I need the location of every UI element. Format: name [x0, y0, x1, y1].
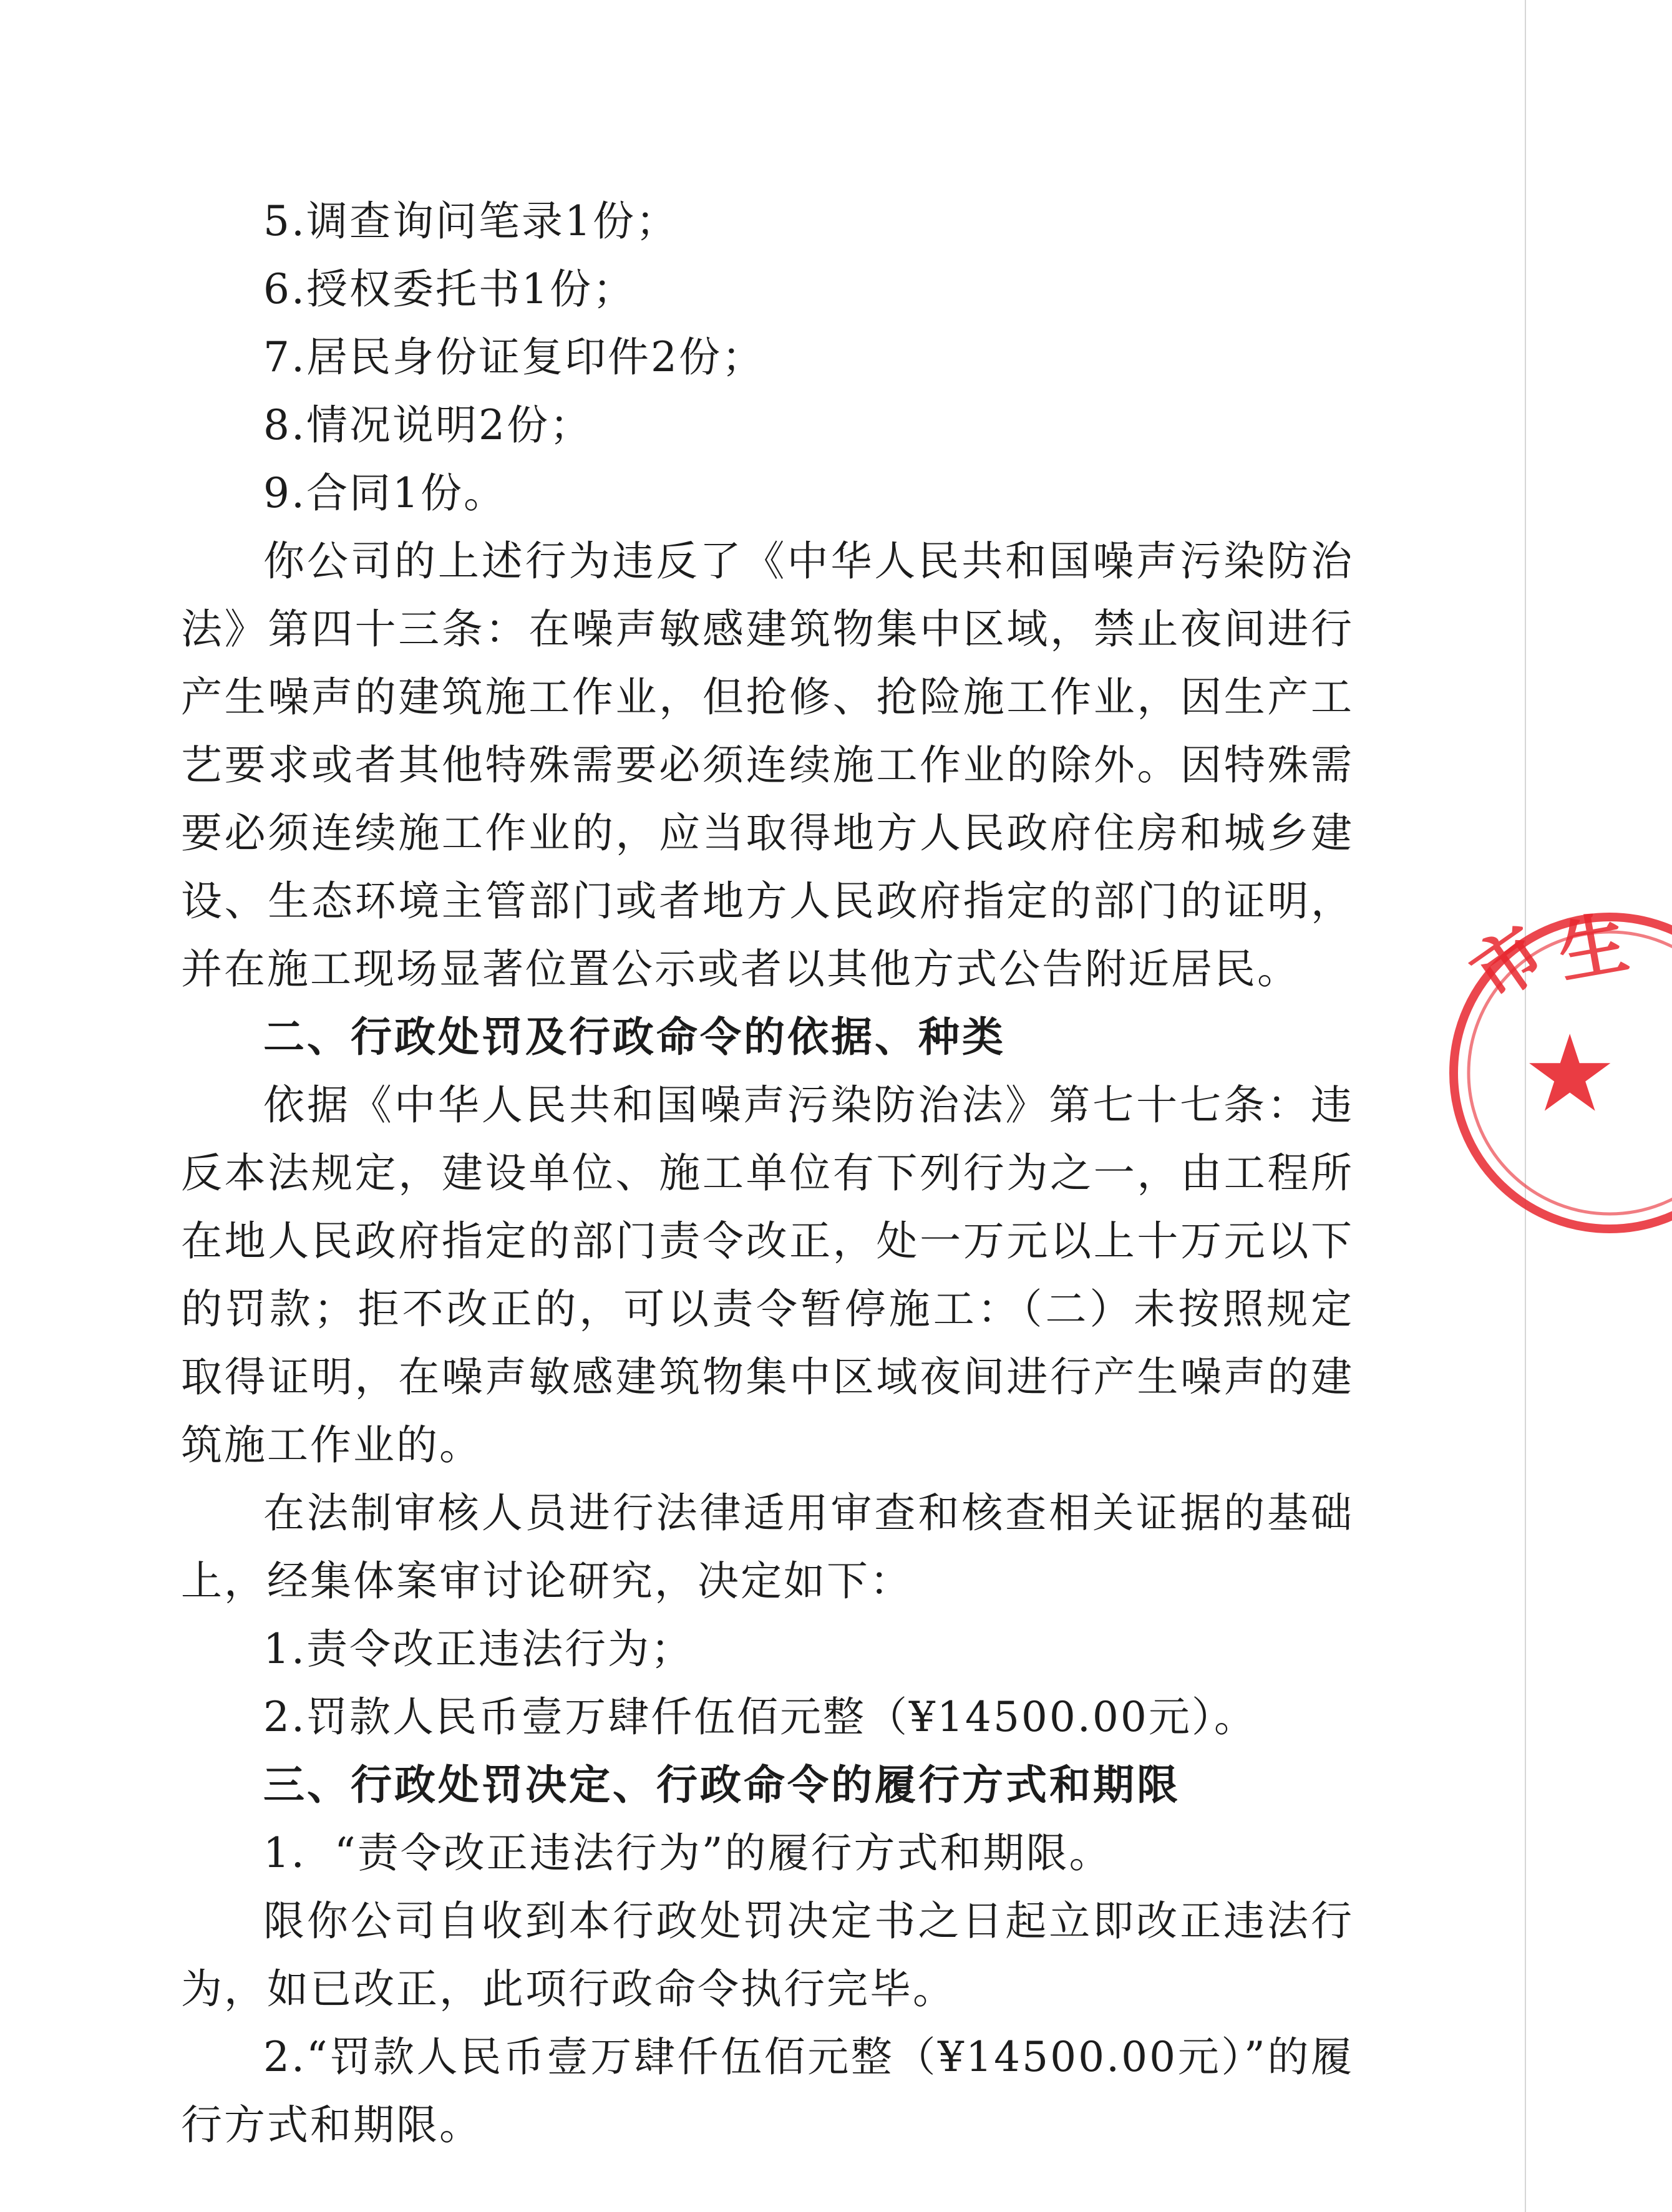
decision-item-1: 1.责令改正违法行为； [263, 1625, 694, 1673]
document-body [181, 187, 1354, 2159]
decision-item-2: 2.罚款人民币壹万肆仟伍佰元整（¥14500.00元）。 [263, 1693, 1257, 1741]
seal-star-icon: ★ [1522, 1012, 1618, 1136]
attachment-item-6: 6.授权委托书1份； [263, 265, 636, 313]
attachment-item-5: 5.调查询问笔录1份； [263, 197, 679, 245]
review-paragraph: 在法制审核人员进行法律适用审查和核查相关证据的基础上，经集体案审讨论研究，决定如下： [181, 1489, 1354, 1605]
attachment-item-8: 8.情况说明2份； [263, 401, 593, 449]
legal-basis-paragraph: 依据《中华人民共和国噪声污染防治法》第七十七条：违反本法规定，建设单位、施工单位有下列行为之一，由工程所在地人民政府指定的部门责令改正，处一万元以上十万元以下的罚款；拒不改正的，可以责令暂停施工：（二）未按照规定取得证明，在噪声敏感建筑物集中区域夜间进行产生噪声的建筑施工作业的。 [181, 1081, 1354, 1469]
section-heading-2: 二、行政处罚及行政命令的依据、种类 [263, 1013, 1006, 1061]
attachment-item-7: 7.居民身份证复印件2份； [263, 333, 765, 381]
subsection-2: 2.“罚款人民币壹万肆仟伍佰元整（¥14500.00元）”的履行方式和期限。 [181, 2033, 1354, 2149]
attachment-item-9: 9.合同1份。 [263, 469, 507, 517]
violation-paragraph: 你公司的上述行为违反了《中华人民共和国噪声污染防治法》第四十三条：在噪声敏感建筑物集中区域，禁止夜间进行产生噪声的建筑施工作业，但抢修、抢险施工作业，因生产工艺要求或者其他特殊需要必须连续施工作业的除外。因特殊需要必须连续施工作业的，应当取得地方人民政府住房和城乡建设、生态环境主管部门或者地方人民政府指定的部门的证明，并在施工现场显著位置公示或者以其他方式公告附近居民。 [181, 537, 1354, 993]
subsection-1: 1．“责令改正违法行为”的履行方式和期限。 [263, 1829, 1112, 1877]
section-heading-3: 三、行政处罚决定、行政命令的履行方式和期限 [263, 1761, 1180, 1809]
official-seal [1422, 898, 1672, 1248]
seal-glyph-1: 市 [1457, 911, 1560, 1016]
seal-glyph-2: 生 [1552, 902, 1634, 994]
correction-paragraph: 限你公司自收到本行政处罚决定书之日起立即改正违法行为，如已改正，此项行政命令执行完毕。 [181, 1897, 1354, 2013]
